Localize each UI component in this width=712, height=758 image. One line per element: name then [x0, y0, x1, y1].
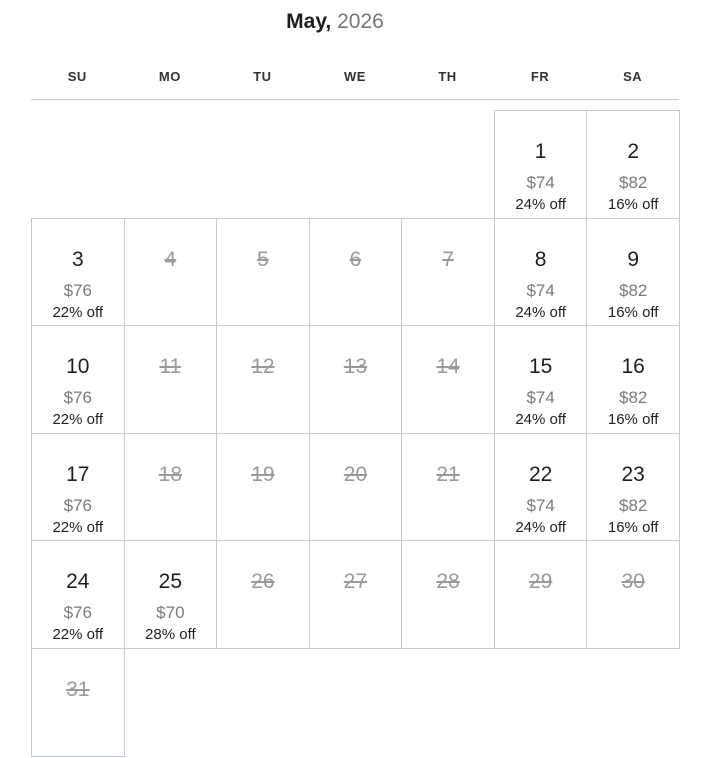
day-cell-9[interactable]: [586, 218, 680, 327]
day-discount: 24% off: [515, 303, 566, 321]
day-cell-19: [216, 433, 310, 542]
day-number: 6: [349, 247, 362, 271]
day-price: $74: [526, 280, 555, 300]
day-number: 15: [528, 355, 553, 379]
day-cell-5: [216, 218, 310, 327]
day-discount: 28% off: [145, 626, 196, 644]
day-cell-10[interactable]: [31, 325, 125, 434]
day-discount: 22% off: [52, 626, 104, 644]
day-number: 19: [251, 462, 275, 486]
day-price: $82: [619, 495, 648, 515]
day-cell-7: [401, 218, 495, 327]
day-number: 25: [158, 570, 183, 594]
day-number: 2: [627, 140, 640, 163]
day-cell-20: [309, 433, 403, 542]
day-price: $76: [63, 388, 92, 408]
day-number: 18: [158, 462, 183, 486]
day-cell-28: [401, 540, 495, 649]
day-discount: 24% off: [515, 411, 566, 429]
day-cell-29: [494, 540, 588, 649]
day-number: 17: [66, 462, 90, 486]
day-discount: 16% off: [607, 411, 659, 429]
day-discount: 16% off: [607, 518, 659, 536]
weekday-sunday: SU: [67, 69, 87, 84]
day-price: $76: [63, 495, 92, 515]
day-cell-11: [124, 325, 218, 434]
day-discount: 22% off: [52, 303, 104, 321]
weekday-thursday: TH: [438, 69, 457, 84]
day-cell-13: [309, 325, 403, 434]
day-number: 26: [251, 570, 275, 594]
day-price: $82: [619, 280, 648, 300]
day-number: 11: [159, 355, 182, 379]
day-cell-2[interactable]: [586, 110, 680, 219]
day-number: 7: [442, 247, 454, 271]
weekday-wednesday: WE: [343, 69, 366, 84]
day-cell-21: [401, 433, 495, 542]
day-cell-23[interactable]: [586, 433, 680, 542]
day-number: 21: [436, 462, 460, 486]
day-cell-6: [309, 218, 403, 327]
day-number: 16: [621, 355, 645, 379]
day-number: 20: [343, 462, 368, 486]
day-cell-14: [401, 325, 495, 434]
day-number: 12: [251, 355, 275, 379]
day-discount: 24% off: [515, 518, 566, 536]
day-number: 4: [164, 247, 177, 271]
day-discount: 16% off: [607, 196, 659, 213]
weekday-friday: FR: [530, 69, 550, 84]
day-discount: 22% off: [52, 518, 104, 536]
year-label: 2026: [337, 10, 384, 33]
weekday-saturday: SA: [623, 69, 643, 84]
day-discount: 24% off: [515, 196, 566, 213]
day-price: $82: [619, 388, 648, 408]
day-number: 22: [528, 462, 553, 486]
day-price: $82: [619, 173, 648, 192]
day-number: 29: [528, 570, 553, 594]
day-cell-4: [124, 218, 218, 327]
month-label: May,: [286, 10, 332, 33]
day-number: 3: [71, 247, 84, 271]
day-discount: 16% off: [607, 303, 659, 321]
day-discount: 22% off: [52, 411, 104, 429]
day-number: 24: [66, 570, 90, 594]
day-price: $74: [526, 495, 555, 515]
day-number: 5: [257, 247, 269, 271]
day-price: $74: [526, 173, 555, 192]
weekday-tuesday: TU: [253, 69, 272, 84]
day-price: $74: [526, 388, 555, 408]
day-cell-25[interactable]: [124, 540, 218, 649]
day-price: $70: [156, 603, 185, 623]
day-cell-30: [586, 540, 680, 649]
day-number: 9: [627, 247, 640, 271]
day-cell-12: [216, 325, 310, 434]
day-number: 1: [534, 140, 547, 163]
day-cell-27: [309, 540, 403, 649]
weekday-header-row: [31, 65, 679, 100]
day-cell-17[interactable]: [31, 433, 125, 542]
day-cell-22[interactable]: [494, 433, 588, 542]
day-number: 31: [66, 678, 90, 701]
day-cell-1[interactable]: [494, 110, 588, 219]
day-number: 8: [534, 247, 547, 271]
day-number: 13: [343, 355, 368, 379]
day-number: 10: [66, 355, 90, 379]
day-price: $76: [63, 280, 92, 300]
day-number: 28: [436, 570, 460, 594]
day-cell-26: [216, 540, 310, 649]
day-number: 27: [343, 570, 368, 594]
day-cell-18: [124, 433, 218, 542]
day-number: 23: [621, 462, 645, 486]
weekday-monday: MO: [158, 69, 181, 84]
day-cell-15[interactable]: [494, 325, 588, 434]
day-price: $76: [63, 603, 92, 623]
day-number: 14: [436, 355, 460, 379]
day-number: 30: [621, 570, 645, 594]
day-cell-8[interactable]: [494, 218, 588, 327]
day-cell-31: [31, 648, 125, 757]
day-cell-16[interactable]: [586, 325, 680, 434]
day-cell-3[interactable]: [31, 218, 125, 327]
calendar-title: [0, 8, 670, 36]
day-cell-24[interactable]: [31, 540, 125, 649]
